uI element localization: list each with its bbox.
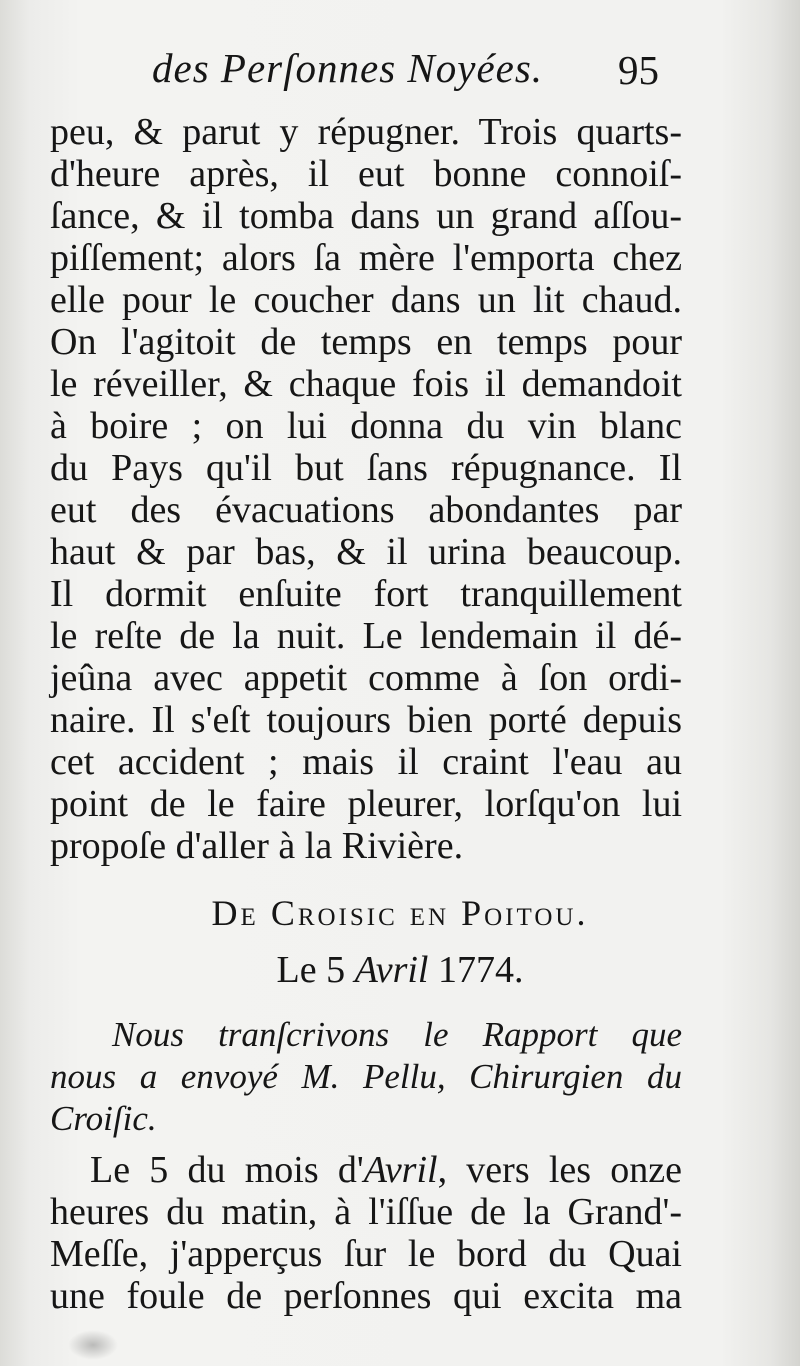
text-line: haut & par bas, & il urina beaucoup. bbox=[50, 531, 682, 573]
text-line: cet accident ; mais il craint l'eau au bbox=[50, 741, 682, 783]
text-line: le réveiller, & chaque fois il demandoit bbox=[50, 363, 682, 405]
italic-line: Nous tranſcrivons le Rapport que bbox=[112, 1015, 682, 1054]
text-line: d'heure après, il eut bonne connoiſ- bbox=[50, 153, 682, 195]
text-line: eut des évacuations abondantes par bbox=[50, 489, 682, 531]
text-line: une foule de perſonnes qui excita ma bbox=[50, 1275, 682, 1317]
page-number: 95 bbox=[618, 47, 659, 93]
text-line: le reſte de la nuit. Le lendemain il dé- bbox=[50, 615, 682, 657]
text-fragment: Le 5 du mois d' bbox=[90, 1149, 364, 1191]
text-line bbox=[90, 1149, 682, 1191]
running-head-title: des Perſonnes Noyées. bbox=[152, 45, 544, 91]
text-line: elle pour le coucher dans un lit chaud. bbox=[50, 279, 682, 321]
date-month: Avril bbox=[354, 949, 429, 991]
month-italic: Avril bbox=[363, 1149, 438, 1191]
text-line: Il dormit enſuite fort tranquillement bbox=[50, 573, 682, 615]
section-date bbox=[0, 948, 800, 992]
text-line: Meſſe, j'apperçus ſur le bord du Quai bbox=[50, 1233, 682, 1275]
text-line: à boire ; on lui donna du vin blanc bbox=[50, 405, 682, 447]
italic-line: Croiſic. bbox=[50, 1099, 157, 1138]
text-line: naire. Il s'eſt toujours bien porté depuis bbox=[50, 699, 682, 741]
text-fragment: , vers les onze bbox=[437, 1149, 682, 1191]
text-line: piſſement; alors ſa mère l'emporta chez bbox=[50, 237, 682, 279]
text-line: du Pays qu'il but ſans répugnance. Il bbox=[50, 447, 682, 489]
section-heading: De Croisic en Poitou. bbox=[211, 893, 589, 933]
text-line: ſance, & il tomba dans un grand aſſou- bbox=[50, 195, 682, 237]
running-head bbox=[0, 44, 800, 104]
date-year: 1774. bbox=[437, 949, 524, 991]
text-line: jeûna avec appetit comme à ſon ordi- bbox=[50, 657, 682, 699]
text-line: heures du matin, à l'iſſue de la Grand'- bbox=[50, 1191, 682, 1233]
text-line: peu, & parut y répugner. Trois quarts- bbox=[50, 111, 682, 153]
ink-smudge bbox=[68, 1330, 118, 1360]
date-day: Le 5 bbox=[276, 949, 346, 991]
italic-line: nous a envoyé M. Pellu, Chirurgien du bbox=[50, 1057, 682, 1096]
text-line: point de le faire pleurer, lorſqu'on lui bbox=[50, 783, 682, 825]
text-line: On l'agitoit de temps en temps pour bbox=[50, 321, 682, 363]
text-line: propoſe d'aller à la Rivière. bbox=[50, 825, 464, 867]
